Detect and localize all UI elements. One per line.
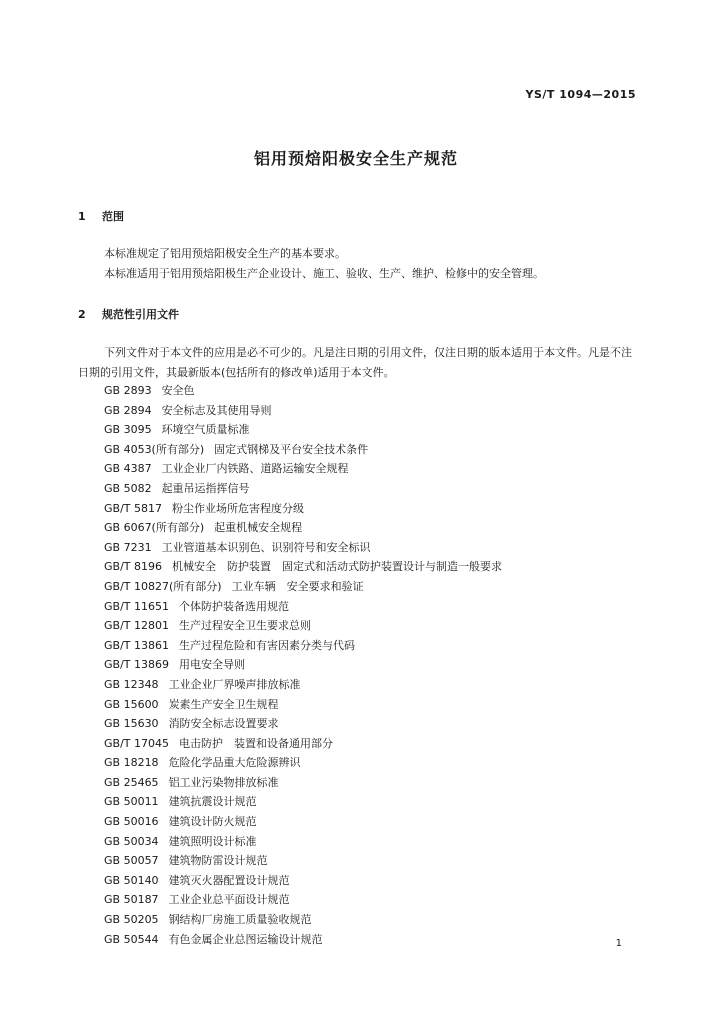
reference-code: GB 12348 <box>104 677 159 691</box>
reference-code: GB 4387 <box>104 462 152 476</box>
reference-title: 固定式钢梯及平台安全技术条件 <box>214 442 369 456</box>
reference-code: GB/T 17045 <box>104 736 169 750</box>
reference-title: 消防安全标志设置要求 <box>168 717 279 731</box>
reference-item <box>104 910 502 930</box>
reference-title: 用电安全导则 <box>179 658 245 672</box>
reference-list <box>104 381 502 949</box>
standard-number: YS/T 1094—2015 <box>525 88 636 101</box>
reference-item <box>104 871 502 891</box>
reference-code: GB/T 8196 <box>104 560 162 574</box>
reference-item <box>104 792 502 812</box>
reference-item <box>104 753 502 773</box>
reference-code: GB 4053(所有部分) <box>104 442 205 456</box>
reference-title: 起重吊运指挥信号 <box>161 481 250 495</box>
reference-title: 起重机械安全规程 <box>214 521 303 535</box>
reference-item <box>104 675 502 695</box>
reference-title: 炭素生产安全卫生规程 <box>168 697 279 711</box>
reference-title: 建筑设计防火规范 <box>168 815 257 829</box>
section-title: 规范性引用文件 <box>102 308 179 321</box>
reference-item <box>104 851 502 871</box>
reference-title: 铝工业污染物排放标准 <box>168 775 279 789</box>
reference-title: 建筑物防雷设计规范 <box>168 854 268 868</box>
reference-code: GB/T 10827(所有部分) <box>104 579 222 593</box>
reference-code: GB 5082 <box>104 481 152 495</box>
reference-code: GB 6067(所有部分) <box>104 521 205 535</box>
reference-title: 安全标志及其使用导则 <box>161 403 272 417</box>
reference-item <box>104 636 502 656</box>
reference-title: 建筑照明设计标准 <box>168 834 257 848</box>
reference-title: 工业企业总平面设计规范 <box>168 893 290 907</box>
reference-item <box>104 714 502 734</box>
section-title: 范围 <box>102 210 124 223</box>
reference-item <box>104 459 502 479</box>
reference-code: GB 50544 <box>104 932 159 946</box>
reference-title: 环境空气质量标准 <box>161 423 250 437</box>
reference-title: 个体防护装备选用规范 <box>179 599 289 613</box>
reference-item <box>104 597 502 617</box>
reference-code: GB/T 5817 <box>104 501 162 515</box>
section-number: 2 <box>78 308 86 321</box>
reference-item <box>104 381 502 401</box>
reference-code: GB 25465 <box>104 775 159 789</box>
reference-code: GB 7231 <box>104 540 152 554</box>
reference-code: GB/T 13861 <box>104 638 169 652</box>
reference-code: GB/T 13869 <box>104 658 169 672</box>
references-intro: 下列文件对于本文件的应用是必不可少的。凡是注日期的引用文件，仅注日期的版本适用于本文件。凡是不注日期的引用文件，其最新版本(包括所有的修改单)适用于本文件。 <box>78 346 632 379</box>
reference-code: GB 15600 <box>104 697 159 711</box>
reference-item <box>104 890 502 910</box>
reference-code: GB 3095 <box>104 423 152 437</box>
reference-item <box>104 557 502 577</box>
reference-item <box>104 930 502 950</box>
scope-paragraph-1: 本标准规定了铝用预焙阳极安全生产的基本要求。 <box>104 247 346 260</box>
reference-item <box>104 401 502 421</box>
reference-item <box>104 538 502 558</box>
reference-code: GB 50016 <box>104 815 159 829</box>
reference-code: GB 50140 <box>104 873 159 887</box>
reference-code: GB 50034 <box>104 834 159 848</box>
reference-title: 危险化学品重大危险源辨识 <box>168 756 301 770</box>
reference-title: 电击防护 装置和设备通用部分 <box>179 736 333 750</box>
section-number: 1 <box>78 210 86 223</box>
reference-title: 工业管道基本识别色、识别符号和安全标识 <box>161 540 371 554</box>
reference-item <box>104 616 502 636</box>
reference-item <box>104 499 502 519</box>
reference-item <box>104 832 502 852</box>
reference-code: GB 50011 <box>104 795 159 809</box>
reference-item <box>104 695 502 715</box>
reference-code: GB 50205 <box>104 913 159 927</box>
reference-item <box>104 479 502 499</box>
reference-title: 钢结构厂房施工质量验收规范 <box>168 913 312 927</box>
reference-item <box>104 440 502 460</box>
reference-title: 粉尘作业场所危害程度分级 <box>172 501 304 515</box>
reference-code: GB 15630 <box>104 717 159 731</box>
reference-title: 生产过程安全卫生要求总则 <box>179 619 311 633</box>
reference-title: 建筑灭火器配置设计规范 <box>168 873 290 887</box>
reference-code: GB 2893 <box>104 384 152 397</box>
reference-item <box>104 734 502 754</box>
reference-title: 工业企业厂内铁路、道路运输安全规程 <box>161 462 349 476</box>
reference-item <box>104 655 502 675</box>
reference-code: GB/T 11651 <box>104 599 169 613</box>
reference-code: GB 18218 <box>104 756 159 770</box>
section-heading-scope <box>78 208 124 224</box>
scope-paragraph-2: 本标准适用于铝用预焙阳极生产企业设计、施工、验收、生产、维护、检修中的安全管理。 <box>104 267 544 280</box>
reference-title: 工业企业厂界噪声排放标准 <box>168 677 301 691</box>
reference-title: 机械安全 防护装置 固定式和活动式防护装置设计与制造一般要求 <box>172 560 502 574</box>
reference-title: 生产过程危险和有害因素分类与代码 <box>179 638 355 652</box>
reference-code: GB/T 12801 <box>104 619 169 633</box>
reference-item <box>104 812 502 832</box>
reference-title: 工业车辆 安全要求和验证 <box>231 579 364 593</box>
reference-code: GB 2894 <box>104 403 152 417</box>
reference-title: 有色金属企业总图运输设计规范 <box>168 932 323 946</box>
reference-code: GB 50187 <box>104 893 159 907</box>
section-heading-normative-references <box>78 306 179 322</box>
reference-item <box>104 420 502 440</box>
reference-code: GB 50057 <box>104 854 159 868</box>
page-number: 1 <box>615 938 622 949</box>
reference-item <box>104 518 502 538</box>
reference-item <box>104 577 502 597</box>
reference-item <box>104 773 502 793</box>
reference-title: 建筑抗震设计规范 <box>168 795 257 809</box>
reference-title: 安全色 <box>161 384 195 397</box>
document-title: 铝用预焙阳极安全生产规范 <box>253 149 458 168</box>
